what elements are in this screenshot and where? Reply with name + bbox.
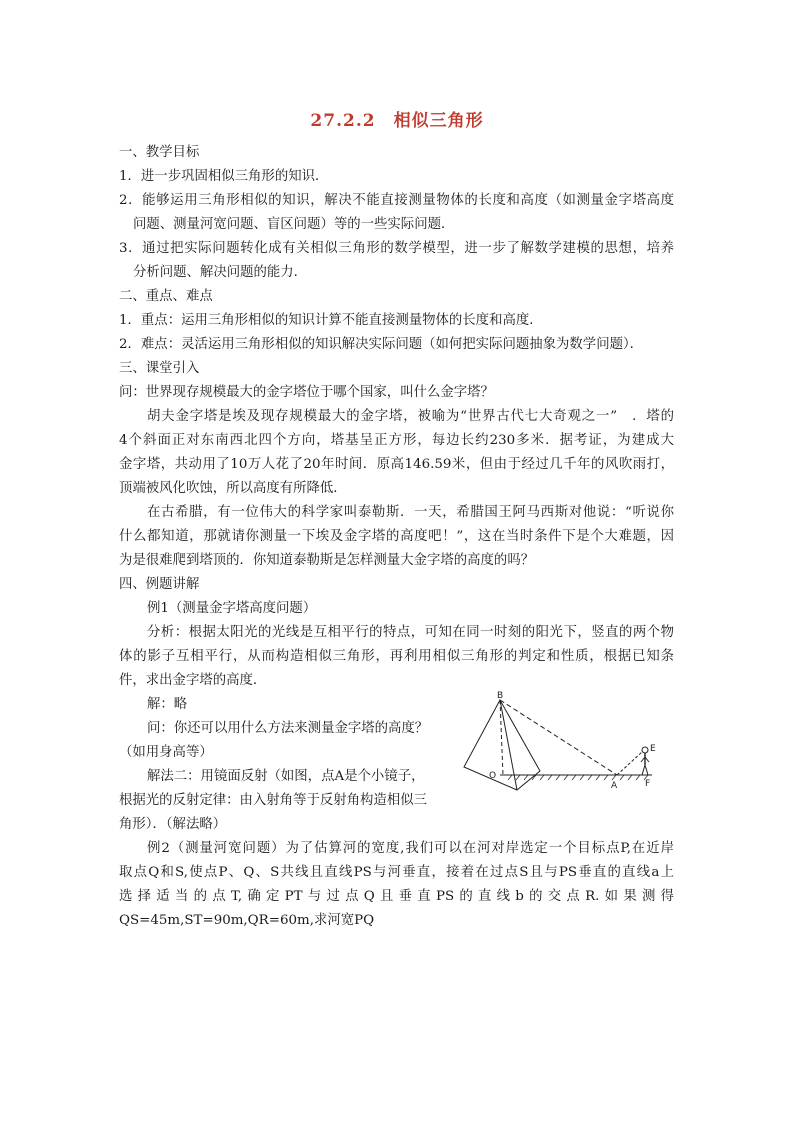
paragraph-line: 件，求出金字塔的高度． xyxy=(119,673,267,688)
person-head xyxy=(642,747,648,753)
paragraph-line: 顶端被风化吹蚀，所以高度有所降低． xyxy=(119,481,347,496)
reflected-ray xyxy=(617,752,642,775)
objective-item-cont: 分析问题、解决问题的能力． xyxy=(133,265,308,280)
page-title: 27.2.2 相似三角形 xyxy=(310,111,484,131)
paragraph-line: 4个斜面正对东南西北四个方向，塔基呈正方形，每边长约230多米．据考证，为建成大 xyxy=(119,433,674,448)
paragraph-line: 角形）．（解法略） xyxy=(119,817,227,832)
point-label-a: A xyxy=(611,781,618,791)
paragraph-line: 在古希腊，有一位伟大的科学家叫泰勒斯．一天，希腊国王阿马西斯对他说：“听说你 xyxy=(147,505,674,520)
paragraph-line: 金字塔，共动用了10万人花了20年时间．原高146.59米，但由于经过几千年的风吹雨打， xyxy=(119,457,674,472)
objective-item: 3．通过把实际问题转化成有关相似三角形的数学模型，进一步了解数学建模的思想，培养 xyxy=(119,241,674,256)
example-heading: 例1（测量金字塔高度问题） xyxy=(147,601,317,616)
paragraph-line: 胡夫金字塔是埃及现存规模最大的金字塔，被喻为“世界古代七大奇观之一” ．塔的 xyxy=(147,409,674,424)
section-heading: 三、课堂引入 xyxy=(119,361,200,376)
point-label-e: E xyxy=(650,744,656,754)
point-label-b: B xyxy=(497,691,504,701)
paragraph-line: 解法二：用镜面反射（如图，点A是个小镜子， xyxy=(147,769,425,784)
ground-hatching xyxy=(508,775,648,780)
person-leg xyxy=(645,765,648,775)
point-label-o: O xyxy=(489,771,497,781)
paragraph-line: （如用身高等） xyxy=(119,745,213,760)
paragraph-line: 分析：根据太阳光的光线是互相平行的特点，可知在同一时刻的阳光下，竖直的两个物 xyxy=(147,625,674,640)
section-heading: 四、例题讲解 xyxy=(119,577,200,592)
paragraph-line: 解：略 xyxy=(147,697,188,712)
pyramid-front-edge xyxy=(500,700,517,790)
paragraph-line: 为是很难爬到塔顶的．你知道泰勒斯是怎样测量大金字塔的高度的吗？ xyxy=(119,553,535,568)
paragraph-line: 取点Q和S,使点P、Q、S共线且直线PS与河垂直，接着在过点S且与PS垂直的直线a上 xyxy=(119,865,674,880)
paragraph-line: 根据光的反射定律：由入射角等于反射角构造相似三 xyxy=(119,793,427,808)
keypoint-item: 2．难点：灵活运用三角形相似的知识解决实际问题（如何把实际问题抽象为数学问题）． xyxy=(119,337,644,352)
point-label-f: F xyxy=(645,779,651,789)
paragraph-line: 什么都知道，那就请你测量一下埃及金字塔的高度吧！”，这在当时条件下是个大难题，因 xyxy=(119,529,674,544)
question-line: 问：世界现存规模最大的金字塔位于哪个国家，叫什么金字塔？ xyxy=(119,385,494,400)
objective-item: 2．能够运用三角形相似的知识，解决不能直接测量物体的长度和高度（如测量金字塔高度 xyxy=(119,193,674,208)
keypoint-item: 1．重点：运用三角形相似的知识计算不能直接测量物体的长度和高度． xyxy=(119,313,543,328)
paragraph-line: 问：你还可以用什么方法来测量金字塔的高度？ xyxy=(147,721,429,736)
paragraph-line: 例2（测量河宽问题）为了估算河的宽度,我们可以在河对岸选定一个目标点P,在近岸 xyxy=(147,841,674,856)
section-heading: 一、教学目标 xyxy=(119,145,200,160)
paragraph-line: QS=45m,ST=90m,QR=60m,求河宽PQ xyxy=(119,913,375,928)
section-heading: 二、重点、难点 xyxy=(119,289,213,304)
objective-item-cont: 问题、测量河宽问题、盲区问题）等的一些实际问题． xyxy=(133,217,455,232)
paragraph-line: 体的影子互相平行，从而构造相似三角形，再利用相似三角形的判定和性质，根据已知条 xyxy=(119,649,674,664)
person-leg xyxy=(642,765,645,775)
objective-item: 1．进一步巩固相似三角形的知识． xyxy=(119,169,329,184)
paragraph-line: 选择适当的点T,确定PT与过点Q且垂直PS的直线b的交点R.如果测得 xyxy=(119,889,674,904)
incident-ray xyxy=(500,700,617,775)
